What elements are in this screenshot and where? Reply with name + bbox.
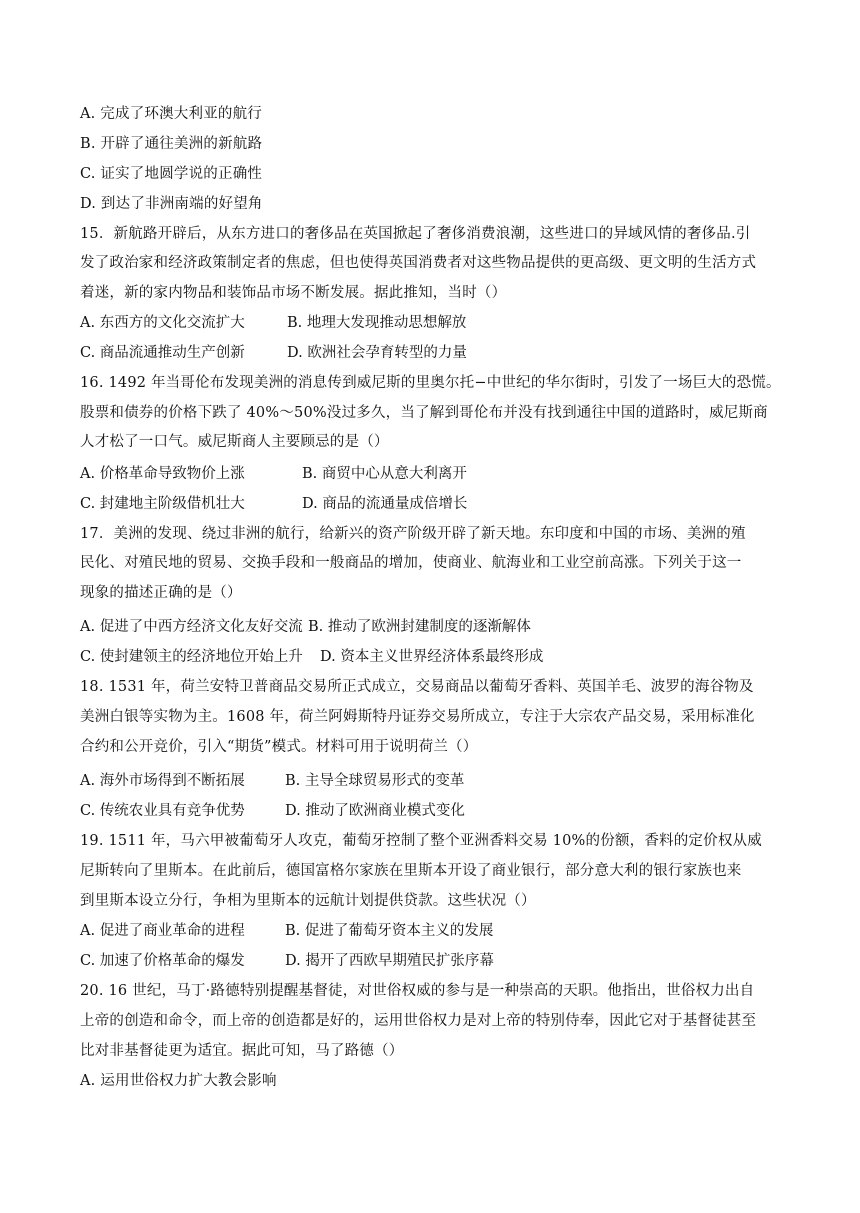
q15-stem-line-1: 15．新航路开辟后，从东方进口的奢侈品在英国掀起了奢侈消费浪潮，这些进口的异域风情的奢侈品.引 [80, 226, 751, 242]
q20-stem-line-3: 比对非基督徒更为适宜。据此可知，马了路德（） [80, 1043, 404, 1059]
q14-option-d: D. 到达了非洲南端的好望角 [80, 196, 263, 212]
q17-option-c: C. 使封建领主的经济地位开始上升 [80, 649, 303, 665]
q16-option-c: C. 封建地主阶级借机壮大 [80, 496, 245, 512]
q17-option-a: A. 促进了中西方经济文化友好交流 [80, 619, 303, 635]
q16-option-d: D. 商品的流通量成倍增长 [302, 496, 468, 512]
q20-stem-line-2: 上帝的创造和命令，而上帝的创造都是好的，运用世俗权力是对上帝的特别侍奉，因此它对于基督徒甚至 [80, 1013, 757, 1029]
q17-stem-line-3: 现象的描述正确的是（） [80, 585, 242, 601]
q15-option-b: B. 地理大发现推动思想解放 [287, 315, 467, 331]
q15-option-a: A. 东西方的文化交流扩大 [80, 315, 245, 331]
q19-stem-line-1: 19. 1511 年，马六甲被葡萄牙人攻克，葡萄牙控制了整个亚洲香料交易 10%的份额，香料的定价权从威 [80, 833, 762, 849]
q14-option-b: B. 开辟了通往美洲的新航路 [80, 136, 263, 152]
q14-option-c: C. 证实了地圆学说的正确性 [80, 166, 263, 182]
q14-option-a: A. 完成了环澳大利亚的航行 [80, 106, 262, 122]
q18-option-a: A. 海外市场得到不断拓展 [80, 773, 245, 789]
q17-stem-line-2: 民化、对殖民地的贸易、交换手段和一般商品的增加，使商业、航海业和工业空前高涨。下列关于这一 [80, 555, 742, 571]
q16-stem-line-2: 股票和债券的价格下跌了 40%～50%没过多久，当了解到哥伦布并没有找到通往中国的道路时，威尼斯商 [80, 405, 768, 421]
q17-option-b: B. 推动了欧洲封建制度的逐渐解体 [308, 619, 531, 635]
q18-option-c: C. 传统农业具有竞争优势 [80, 803, 245, 819]
q16-stem-line-1: 16. 1492 年当哥伦布发现美洲的消息传到威尼斯的里奥尔托−中世纪的华尔街时，引发了一场巨大的恐慌。 [80, 375, 781, 391]
q19-option-a: A. 促进了商业革命的进程 [80, 923, 245, 939]
q16-option-a: A. 价格革命导致物价上涨 [80, 466, 245, 482]
q15-stem-line-3: 着迷，新的家内物品和装饰品市场不断发展。据此推知，当时（） [80, 285, 507, 301]
q17-stem-line-1: 17．美洲的发现、绕过非洲的航行，给新兴的资产阶级开辟了新天地。东印度和中国的市场、美洲的殖 [80, 526, 746, 542]
q18-option-b: B. 主导全球贸易形式的变革 [285, 773, 465, 789]
q18-option-d: D. 推动了欧洲商业模式变化 [285, 803, 465, 819]
q19-option-c: C. 加速了价格革命的爆发 [80, 953, 245, 969]
q19-option-b: B. 促进了葡萄牙资本主义的发展 [285, 923, 494, 939]
q15-option-c: C. 商品流通推动生产创新 [80, 345, 245, 361]
q17-option-d: D. 资本主义世界经济体系最终形成 [320, 649, 544, 665]
q19-stem-line-3: 到里斯本设立分行，争相为里斯本的远航计划提供贷款。这些状况（） [80, 893, 536, 909]
q15-stem-line-2: 发了政治家和经济政策制定者的焦虑，但也使得英国消费者对这些物品提供的更高级、更文明的生活方式 [80, 255, 757, 271]
q20-stem-line-1: 20. 16 世纪，马丁·路德特别提醒基督徒，对世俗权威的参与是一种崇高的天职。他指出，世俗权力出自 [80, 983, 755, 999]
q20-option-a: A. 运用世俗权力扩大教会影响 [80, 1073, 277, 1089]
q15-option-d: D. 欧洲社会孕育转型的力量 [287, 345, 467, 361]
q18-stem-line-3: 合约和公开竞价，引入“期货”模式。材料可用于说明荷兰（） [80, 739, 478, 755]
q18-stem-line-1: 18. 1531 年，荷兰安特卫普商品交易所正式成立，交易商品以葡萄牙香料、英国羊毛、波罗的海谷物及 [80, 679, 754, 695]
q19-option-d: D. 揭开了西欧早期殖民扩张序幕 [285, 953, 494, 969]
q16-stem-line-3: 人才松了一口气。威尼斯商人主要顾忌的是（） [80, 434, 389, 450]
q18-stem-line-2: 美洲白银等实物为主。1608 年，荷兰阿姆斯特丹证券交易所成立，专注于大宗农产品交易，采用标准化 [80, 709, 755, 725]
q19-stem-line-2: 尼斯转向了里斯本。在此前后，德国富格尔家族在里斯本开设了商业银行，部分意大利的银行家族也来 [80, 863, 742, 879]
q16-option-b: B. 商贸中心从意大利离开 [302, 466, 467, 482]
